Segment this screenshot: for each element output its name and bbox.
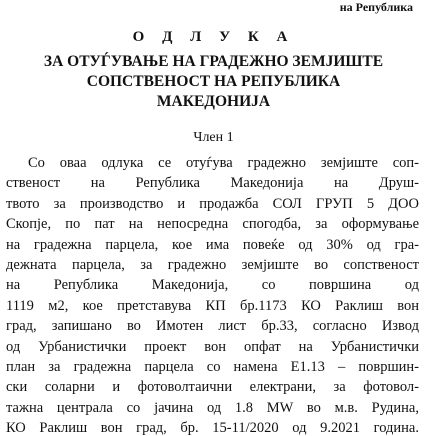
body-line: Скопје, по пат на непосредна спогодба, за оформување (6, 216, 419, 233)
article-body (0, 153, 427, 436)
title-line-3: МАКЕДОНИЈА (156, 93, 271, 110)
body-line: КО Раклиш вон град, бр. 15-11/2020 од 9.2021 година. (6, 420, 419, 436)
header-note: на Република (339, 0, 413, 14)
body-line: 1119 м2, кое претставува КП бр.1173 КО Раклиш вон (6, 297, 419, 314)
body-line: ственост на Република Македонија на Друш- (6, 175, 419, 192)
body-line: град, запишано во Имотен лист бр.33, согласно Извод (6, 318, 419, 335)
body-line: на Република Македонија, со површина од (6, 277, 419, 294)
title-spaced: О Д Л У К А (132, 29, 295, 45)
decision-title (0, 28, 427, 112)
article-heading: Член 1 (193, 130, 234, 145)
body-line: твото за производство и продажба СОЛ ГРУП 5 ДОО (6, 195, 419, 212)
body-line: на градежна парцела, кое има повеќе од 30% од гра- (6, 236, 419, 253)
title-line-2: СОПСТВЕНОСТ НА РЕПУБЛИКА (86, 73, 341, 90)
body-line: дежната парцела, за градежно земјиште во сопственост (6, 257, 419, 274)
body-line: план за градежна парцела со намена Е1.13 – површин- (6, 359, 419, 376)
body-line: ски соларни и фотоволтаични електрани, за фотовол- (6, 379, 419, 396)
body-line: тажна централа со јачина од 1.8 MW во м.в. Рудина, (6, 399, 419, 416)
body-line: Со оваа одлука се отуѓува градежно земјиште соп- (28, 155, 419, 171)
body-line: од Урбанистички проект вон опфат на Урбанистички (6, 338, 419, 355)
title-line-1: ЗА ОТУЃУВАЊЕ НА ГРАДЕЖНО ЗЕМЈИШТЕ (43, 53, 384, 70)
